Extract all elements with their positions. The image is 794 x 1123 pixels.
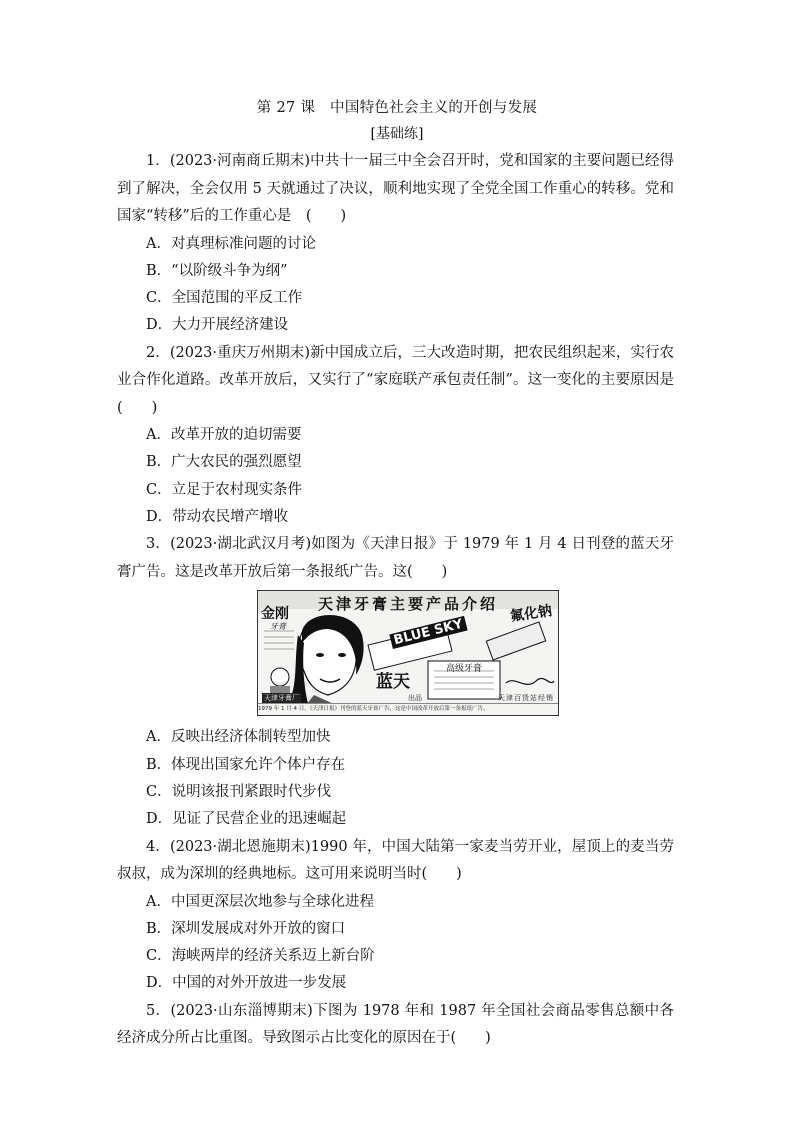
answer-option[interactable]: D．大力开展经济建设 [146, 317, 289, 334]
lesson-title: 第 27 课 中国特色社会主义的开创与发展 [256, 100, 538, 116]
answer-option[interactable]: C．立足于农村现实条件 [146, 481, 303, 498]
question-stem: 2．(2023·重庆万州期末)新中国成立后，三大改造时期，把农民组织起来，实行农业合作化道路。改革开放后，又实行了“家庭联产承包责任制”。这一变化的主要原因是( ) [117, 344, 674, 416]
question-stem: 3．(2023·湖北武汉月考)如图为《天津日报》于 1979 年 1 月 4 日刊登的蓝天牙膏广告。这是改革开放后第一条报纸广告。这( ) [117, 536, 674, 580]
answer-option[interactable]: D．中国的对外开放进一步发展 [146, 975, 347, 992]
answer-option[interactable]: D．见证了民营企业的迅速崛起 [146, 811, 347, 828]
answer-option[interactable]: A．反映出经济体制转型加快 [146, 729, 331, 746]
ad-footer-mid: 出品 [408, 694, 422, 703]
section-label: [基础练] [370, 126, 424, 142]
ad-headline: 天津牙膏主要产品介绍 [318, 595, 499, 614]
ad-brand-left-sub: 牙膏 [270, 622, 286, 632]
ad-footer-right: 天津百货站经销 [498, 694, 554, 703]
answer-option[interactable]: C．海峡两岸的经济关系迈上新台阶 [146, 948, 375, 965]
answer-option[interactable]: C．全国范围的平反工作 [146, 290, 303, 307]
answer-option[interactable]: B．“以阶级斗争为纲” [146, 262, 288, 279]
answer-option[interactable]: C．说明该报刊紧跟时代步伐 [146, 783, 332, 800]
answer-option[interactable]: A．改革开放的迫切需要 [146, 427, 302, 444]
ad-brand-left: 金刚 [261, 606, 289, 623]
answer-option[interactable]: B．深圳发展成对外开放的窗口 [146, 920, 346, 937]
toothpaste-advertisement-image [257, 590, 559, 716]
question-stem: 5．(2023·山东淄博期末)下图为 1978 年和 1987 年全国社会商品零售总额中各经济成分所占比重图。导致图示占比变化的原因在于( ) [117, 1002, 674, 1047]
answer-option[interactable]: A．对真理标准问题的讨论 [146, 235, 316, 252]
answer-option[interactable]: D．带动农民增产增收 [146, 509, 289, 526]
ad-caption: 1979 年 1 月 4 日，《天津日报》刊登的蓝天牙膏广告，这是中国改革开放后第一条报纸广告。 [258, 703, 558, 715]
answer-option[interactable]: B．体现出国家允许个体户存在 [146, 756, 346, 773]
ad-brand-chinese: 蓝天 [376, 672, 410, 693]
question-stem: 4．(2023·湖北恩施期末)1990 年，中国大陆第一家麦当劳开业，屋顶上的麦当劳叔叔，成为深圳的经典地标。这可用来说明当时( ) [117, 838, 674, 883]
question-list [117, 148, 674, 1053]
ad-bluesky-label: BLUE SKY [389, 616, 467, 649]
question-stem: 1．(2023·河南商丘期末)中共十一届三中全会召开时，党和国家的主要问题已经得到了解决，全会仅用 5 天就通过了决议，顺利地实现了全党全国工作重心的转移。党和国家“转移”后的工作重心是 ( ) [117, 153, 674, 224]
ad-brand-chinese-sub: 高级牙膏 [446, 664, 483, 675]
answer-option[interactable]: A．中国更深层次地参与全球化进程 [146, 893, 374, 910]
ad-brand-right: 氟化钠 [509, 603, 554, 626]
ad-footer-left: 天津牙膏厂 [264, 694, 299, 703]
answer-option[interactable]: B．广大农民的强烈愿望 [146, 454, 302, 471]
